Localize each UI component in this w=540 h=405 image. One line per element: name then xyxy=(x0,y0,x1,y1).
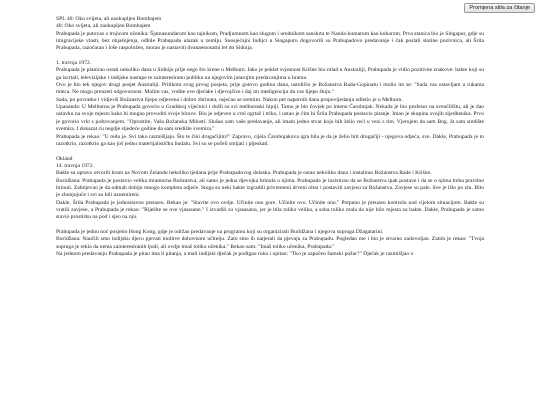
paragraph: Upananda: U Melburnu je Prabupada govorio u Gradskoj vijećnici i došli su svi melburnski hipiji. Tamo je bio čovjek po imenu Čarobnjak. Nekada je bio profesor na sveučilištu, ali je dao ostavku na svoje mjesto kako bi mogao provoditi svoje hirove. Bio je odjeven u crni ogrtač i triko, i ustao je čim bi Šrila Prabupada postavio pitanje. Imao je skupinu svojih sljedbenika. Prvo je govorio vrlo s poštovanjem. "Oprostite, Vaša Božanska Milosti. Slušao sam vaše predavanje, ali imam jedno stvar koju bih želio reći u vezi s tim. Vjerujem da sam Bog. Ja sam središte svemira. I dokazat ću negdje sljedeće godine da sam središte svemira." xyxy=(56,104,484,133)
paragraph: Bakte su upravo otvorili hram na Novom Zelandu nekoliko tjedana prije Prabupadovog dolaska. Prabupada je ostao nekoliko dana i instalirao Božanstva Rade i Krišne. xyxy=(56,170,432,177)
paragraph: Prabupada je rekao: "U redu je. Svi tako razmišljaju. Što te čini drugačijim?" Zapravo, cijela Čarobnjakova igra bila je da je želio biti drugačiji - njegova odjeća, sve. Dakle, Prabupada je to razotkrio, razotkrio ga kao još jednu materijalističku budalu. Svi su se počeli smijati i pljeskati. xyxy=(56,133,484,147)
paragraph: Dakle, Šrila Prabupada je jednostavno preuzeo. Rekao je: "Stavite ovo ovdje. Učinite ono gore. Učinite ovo. Učinite ono." Potpuno je preuzeo kontrolu nad cijelom situacijom. Bakte su vratili zavjese, a Prabupada je rekao: "Riješite se ove vjasasane." I izvadili su vjasasanu, jer je bila toliko velika, a soba toliko mala da nije bilo mjesta za bakte. Dakle, Prabupada je samo stavio prostirku na pod i sjeo na nju. xyxy=(56,199,484,221)
reading-style-button[interactable]: Promjena stila za čitanje xyxy=(464,3,535,13)
paragraph: Na jednom predavanju Prabupada je pitao ima li pitanja, a mali indijski dječak je podigao ruku i upitao: "Tko je započeo šumski požar?" Dječak je razmišljao o xyxy=(56,251,414,257)
paragraph: Ovo je bio tek njegov drugi posjet Australiji. Prilikom svog prvog posjeta, prije gotovo godinu dana, ustoličio je Božanstva Rada-Gopinatu i molio im se: "Sada vas ostavljam u rukama mleca. Ne mogu preuzeti odgovornost. Molim vas, vodite ove dječake i djevojčice i daj im inteligenciju da vas lijepo štuju." xyxy=(56,82,484,96)
paragraph: Buridžana: Prabupada je postavio velika mramorna Božanstva, ali samo je jedna djevojka brinula o njima. Prabupada je inzistirao da se Božanstva ipak postave i da se o njima treba pravilno brinuti. Zahtijevao je da odmah dobiju mnogo kompleta odjeće. Stoga su neki bakte izgradili privremeni drveni oltar i postavili zavjesu za Božanstva. Zavjese su pale. Sve je išlo po zlu. Bilo je zbunjujuće i svi su bili uznemireni. xyxy=(56,177,484,199)
section-date: 1. travnja 1972. xyxy=(56,60,92,67)
section-date: 14. travnja 1972. xyxy=(56,162,94,169)
paragraph: Prabupada je planirao ostati nekoliko dana u Sidniju prije nego što krene u Melburn. Iako je poklet svjesnost Krišne bio mlad u Australiji, Prabupada je vidio pozitivne znakove: bakte koji su ga iscrtali, televizijske i radijske nastupe te zainteresiranu publiku na njegovim jutarnjim predavanjima u hramu. xyxy=(56,67,484,81)
paragraph: Prabupada je putovao s trojicom učenika: Šjamasundarom kao tajnikom, Pradjumnom kao slugom i urednikom sanskrta te Nanda-kumarom kao kuharom. Prva stanica bio je Singapur, gdje su imigracijske vlasti, bez objašnjenja, odbile Prabupadu ulazak u zemlju. Suosjećajni Indijci u Singapuru dogovorili su Prabupadovo predavanje i čak poslali stotine pozivnica, ali Šrila Prabupada, razočaran i loše raspoložen, morao je nastaviti dvanaestosatni let do Sidnija. xyxy=(56,30,484,52)
document-subtitle: 40: Oko svijeta, ali zaokupljen Bombajem xyxy=(56,23,151,30)
section-place: Okland xyxy=(56,155,73,162)
document-body xyxy=(56,16,484,258)
paragraph: Prabupada je jednu noć posjetio Hong Kong, gdje je održao predavanje na programu koji su organizirali Buridžana i njegova supruga Džagatarini. xyxy=(56,228,384,235)
paragraph: Sada, po povratku i vidjevši Božanstva lijepo odjevena i dobro zbrinuta, osjećao se sretnim. Nakon pet napornih dana propovijedanja odletio je u Melburn. xyxy=(56,96,403,103)
spacer xyxy=(56,148,484,155)
document-title: SPL 40: Oko svijeta, ali zaokupljen Bombajem xyxy=(56,16,162,22)
paragraph: Buridžana: Naučili smo indijsku djecu pjevati molitve duhovnom učitelju. Zato smo ih natjerali da pjevaju za Prabupadu. Pogledao me i bio je stvarno zadovoljan. Zatim je rekao: "Tvoja supruga je rekla da nema zainteresiranih ljudi, ali ovdje imaš toliko učenika." Rekao sam: "Imaš toliko učenika, Prabupada." xyxy=(56,236,484,250)
spacer xyxy=(56,53,484,60)
spacer xyxy=(56,222,484,229)
